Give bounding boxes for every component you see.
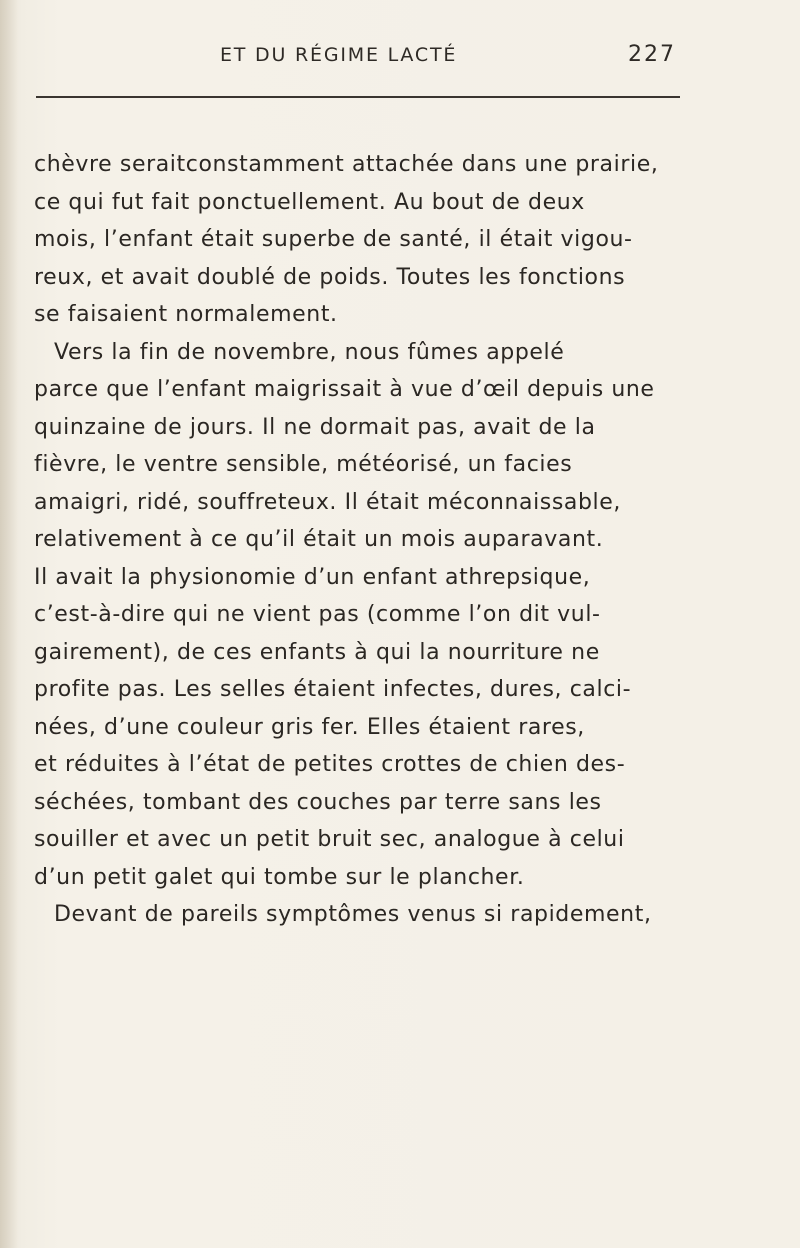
text-line: mois, l’enfant était superbe de santé, il était vigou- [34,227,633,252]
gutter-shadow [0,0,18,1248]
text-line: et réduites à l’état de petites crottes de chien des- [34,752,626,777]
running-head [0,40,800,76]
text-line: nées, d’une couleur gris fer. Elles étaient rares, [34,714,585,740]
page-number: 227 [628,42,676,67]
paragraph-start-line: Vers la fin de novembre, nous fûmes appelé [54,339,565,365]
running-title: ET DU RÉGIME LACTÉ [220,44,458,66]
header-rule [36,96,680,98]
text-line: ce qui fut fait ponctuellement. Au bout de deux [34,189,585,215]
text-line: d’un petit galet qui tombe sur le plancher. [34,864,525,890]
text-line: relativement à ce qu’il était un mois auparavant. [34,527,604,552]
paragraph-start-line: Devant de pareils symptômes venus si rapidement, [54,902,652,927]
text-line: chèvre seraitconstamment attachée dans une prairie, [34,152,659,177]
body-text [34,146,694,934]
text-line: reux, et avait doublé de poids. Toutes les fonctions [34,264,626,290]
text-line: profite pas. Les selles étaient infectes, dures, calci- [34,677,632,702]
text-line: amaigri, ridé, souffreteux. Il était méconnaissable, [34,489,622,515]
text-line: Il avait la physionomie d’un enfant athrepsique, [34,564,591,590]
text-line: gairement), de ces enfants à qui la nourriture ne [34,639,600,665]
text-line: c’est-à-dire qui ne vient pas (comme l’on dit vul- [34,602,601,627]
text-line: souiller et avec un petit bruit sec, analogue à celui [34,827,625,852]
text-line: fièvre, le ventre sensible, météorisé, un facies [34,452,573,477]
text-line: quinzaine de jours. Il ne dormait pas, avait de la [34,414,596,440]
text-line: se faisaient normalement. [34,302,338,327]
text-line: séchées, tombant des couches par terre sans les [34,789,602,815]
text-line: parce que l’enfant maigrissait à vue d’œil depuis une [34,377,655,402]
